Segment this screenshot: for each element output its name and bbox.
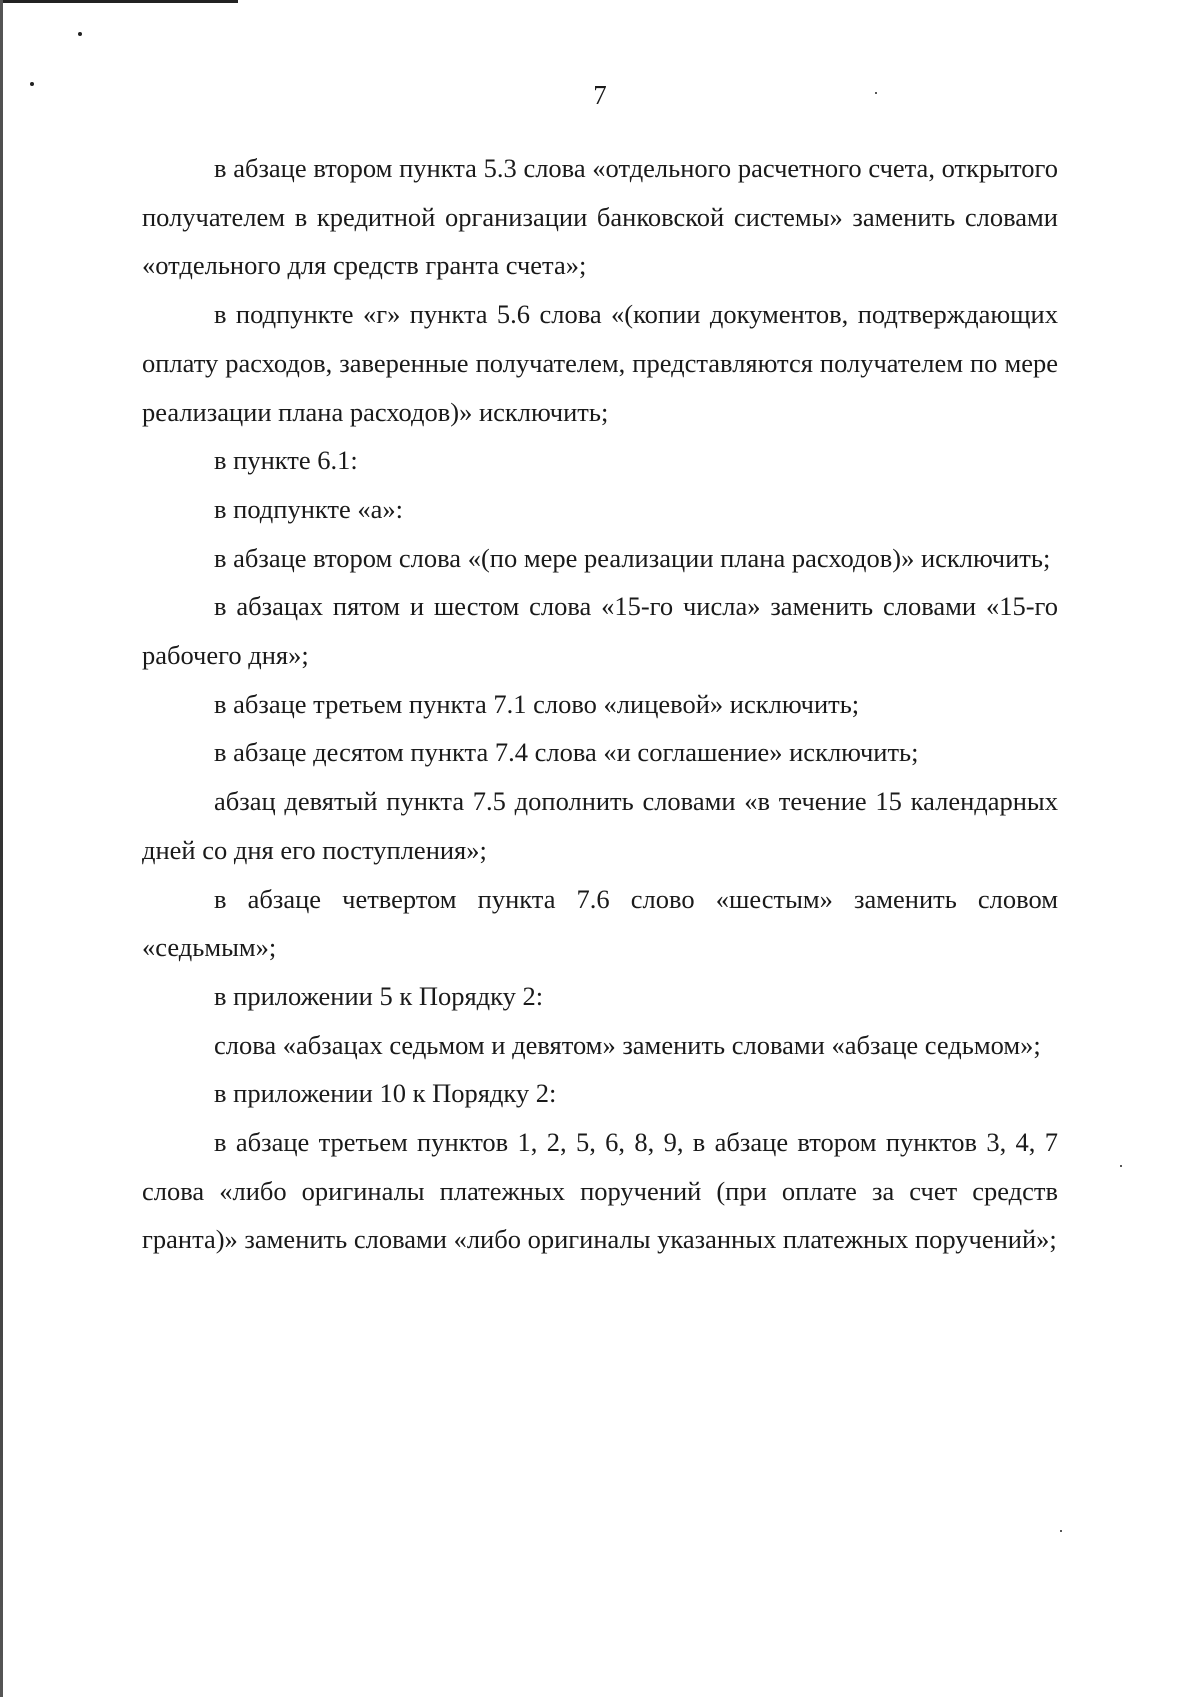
paragraph: в абзаце третьем пунктов 1, 2, 5, 6, 8, 9, в абзаце втором пунктов 3, 4, 7 слова «либо оригиналы платежных поручений (при оплате за счет средств гранта)» заменить словами «либо оригиналы указанных платежных поручений»;: [142, 1127, 1058, 1255]
paragraph: в абзаце третьем пункта 7.1 слово «лицевой» исключить;: [214, 688, 860, 719]
paragraph: в приложении 10 к Порядку 2:: [214, 1078, 557, 1109]
paragraph: в абзаце втором пункта 5.3 слова «отдельного расчетного счета, открытого получателем в кредитной организации банковской системы» заменить словами «отдельного для средств гранта счета»;: [142, 153, 1058, 281]
scan-speck: [78, 32, 82, 36]
paragraph: в абзацах пятом и шестом слова «15-го числа» заменить словами «15-го рабочего дня»;: [142, 591, 1058, 671]
page-number: 7: [593, 80, 607, 110]
scan-speck: [1120, 1165, 1122, 1167]
paragraph: в приложении 5 к Порядку 2:: [214, 980, 544, 1011]
paragraph: в абзаце втором слова «(по мере реализации плана расходов)» исключить;: [214, 542, 1051, 573]
scan-speck: [1060, 1530, 1062, 1532]
paragraph: в подпункте «г» пункта 5.6 слова «(копии документов, подтверждающих оплату расходов, заверенные получателем, представляются получателем по мере реализации плана расходов)» исключить;: [142, 299, 1058, 427]
paragraph: в абзаце четвертом пункта 7.6 слово «шестым» заменить словом «седьмым»;: [142, 883, 1058, 963]
scan-border-top: [0, 0, 238, 3]
paragraph: абзац девятый пункта 7.5 дополнить словами «в течение 15 календарных дней со дня его поступления»;: [142, 786, 1058, 865]
paragraph: в пункте 6.1:: [214, 445, 358, 476]
paragraph: слова «абзацах седьмом и девятом» заменить словами «абзаце седьмом»;: [214, 1029, 1041, 1060]
scan-border-left: [0, 0, 3, 1697]
document-body: [142, 144, 1058, 1264]
paragraph: в абзаце десятом пункта 7.4 слова «и соглашение» исключить;: [214, 737, 919, 768]
paragraph: в подпункте «а»:: [214, 493, 404, 524]
